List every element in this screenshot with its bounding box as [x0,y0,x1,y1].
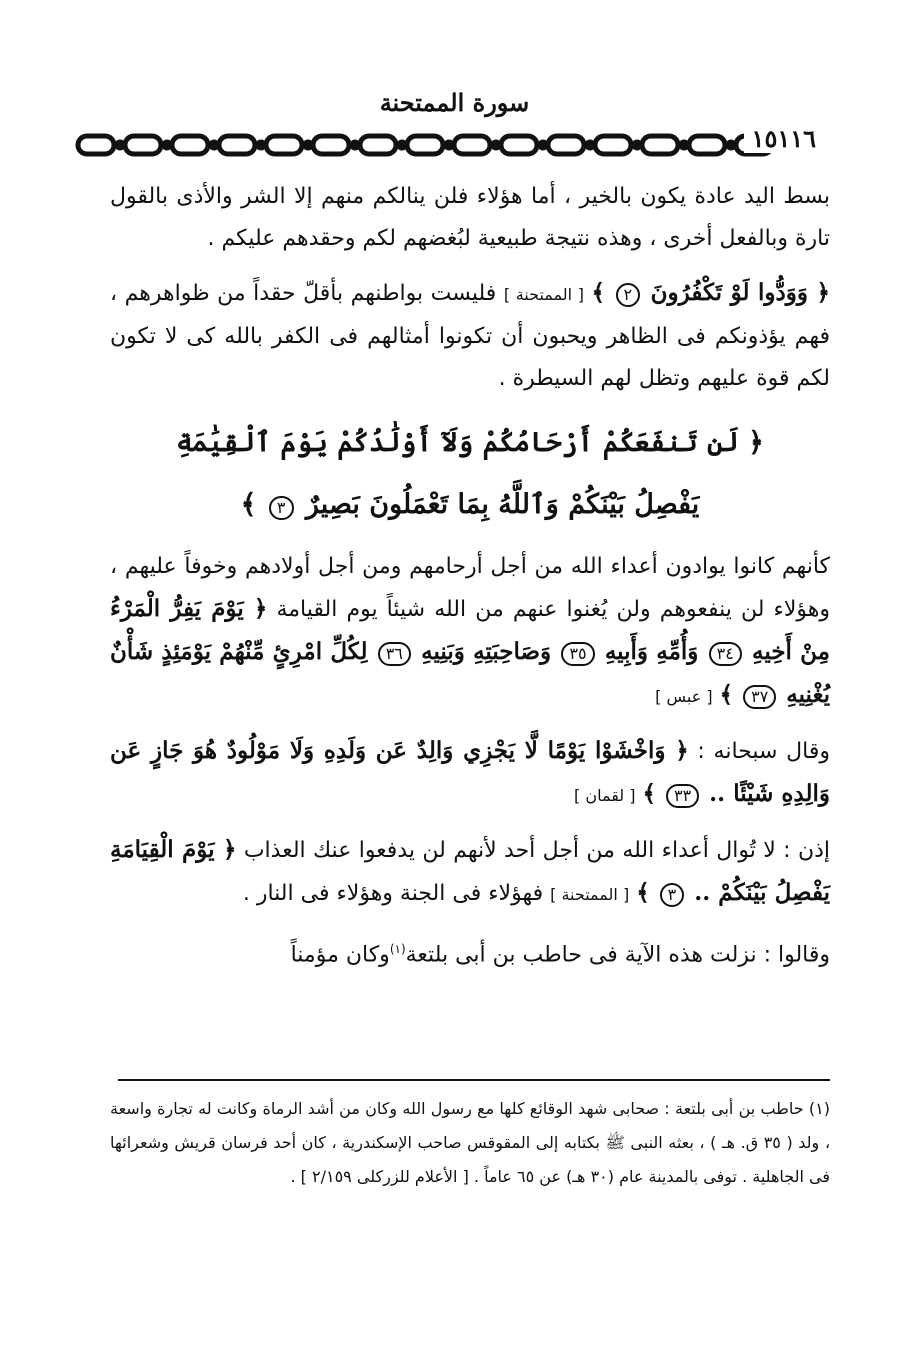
chain-link [689,136,725,154]
chain-bead [634,142,640,148]
verse-number: ٣٥ [561,642,594,666]
quran-quote: ﴿ يَوْمَ يَفِرُّ الْمَرْءُ مِنْ أَخِيهِ [110,595,830,665]
chain-link [78,136,114,154]
paragraph-text: إذن : لا تُوال أعداء الله من أجل أحد لأنهم لن يدفعوا عنك العذاب [243,838,831,863]
verse-line-2 [110,474,830,536]
quote-close: ﴾ [642,780,656,807]
verse-number: ٣٣ [666,784,699,808]
quote-close: ﴾ [719,681,734,708]
chain-link [125,136,161,154]
chain-bead [587,142,593,148]
verse-number: ٢ [616,283,641,307]
surah-reference: [ عبس ] [655,687,713,706]
paragraph-text: وكان مؤمناً [290,942,390,968]
quran-quote: لِكُلِّ امْرِئٍ مِّنْهُمْ يَوْمَئِذٍ شَأْنٌ يُغْنِيهِ [110,638,830,708]
paragraph-text: كأنهم كانوا يوادون أعداء الله من أجل أرحامهم ومن أجل أولادهم وخوفاً عليهم ، وهؤلاء لن ينفعوهم ولن يُغنوا عنهم من الله شيئاً يوم القيامة [110,554,831,622]
chain-link [407,136,443,154]
paragraph-text: وقالوا : نزلت هذه الآية فى حاطب بن أبى بلتعة [405,942,830,968]
verse-text: يَفْصِلُ بَيْنَكُمْ وَٱللَّهُ بِمَا تَعْمَلُونَ بَصِيرٌ [305,489,700,520]
chain-bead [540,142,546,148]
page-number: ١٥١١٦ [744,124,824,153]
quote-close: ﴾ [240,489,257,520]
verse-line-1: ﴿ لَن تَنفَعَكُمْ أَرْحَامُكُمْ وَلَآ أَوْلَٰدُكُمْ يَوْمَ ٱلْقِيَٰمَةِ [176,427,764,458]
footnote-divider [118,1079,830,1081]
quran-quote: وَأُمِّهِ وَأَبِيهِ [604,638,699,665]
chain-bead [493,142,499,148]
surah-reference: [ الممتحنة ] [550,885,630,904]
chain-bead [681,142,687,148]
quote-close: ﴾ [591,279,605,306]
paragraph-3 [110,546,830,718]
chain-bead [728,142,734,148]
chain-bead [117,142,123,148]
paragraph-6 [110,928,830,976]
chain-link [595,136,631,154]
chain-bead [352,142,358,148]
chain-bead [446,142,452,148]
verse-number: ٣٦ [378,642,411,666]
chain-link [219,136,255,154]
footnote-marker: (١) [389,942,406,956]
verse-number: ٣ [269,496,294,520]
chain-bead [211,142,217,148]
chain-bead [305,142,311,148]
verse-block [110,412,830,536]
chain-link [454,136,490,154]
paragraph-text: وقال سبحانه : [697,739,831,764]
chain-bead [258,142,264,148]
chain-link [360,136,396,154]
quran-quote: وَصَاحِبَتِهِ وَبَنِيهِ [421,638,552,665]
surah-reference: [ لقمان ] [574,786,636,805]
paragraph-text: فهؤلاء فى الجنة وهؤلاء فى النار . [242,881,544,906]
chain-link [548,136,584,154]
verse-number: ٣٤ [709,642,742,666]
chain-link [313,136,349,154]
quran-quote: ﴿ وَاخْشَوْا يَوْمًا لَّا يَجْزِي وَالِدٌ عَن وَلَدِهِ وَلَا مَوْلُودٌ هُوَ جَازٍ عَن وَالِدِهِ شَيْئًا .. [110,737,830,807]
paragraph-5 [110,829,830,916]
surah-reference: [ الممتحنة ] [503,285,584,304]
verse-number: ٣ [660,883,685,907]
verse-number: ٣٧ [743,685,776,709]
paragraph-1: بسط اليد عادة يكون بالخير ، أما هؤلاء فلن ينالكم منهم إلا الشر والأذى بالقول تارة وبالفعل أخرى ، وهذه نتيجة طبيعية لبُغضهم لكم وحقدهم عليكم . [110,184,830,251]
surah-title: سورة الممتحنة [379,88,530,117]
chain-bead [164,142,170,148]
footnote: (١) حاطب بن أبى بلتعة : صحابى شهد الوقائع كلها مع رسول الله وكان من أشد الرماة وكانت له تجارة واسعة ، ولد ( ٣٥ ق. هـ ) ، بعثه النبى ﷺ بكتابه إلى المقوقس صاحب الإسكندرية ، كان أحد فرسان قريش وشعرائها فى الجاهلية . توفى بالمدينة عام (٣٠ هـ) عن ٦٥ عاماً . [ الأعلام للزركلى ٢/١٥٩ ] . [110,1099,830,1186]
quote-close: ﴾ [636,879,650,906]
paragraph-2 [110,272,830,400]
chain-link [172,136,208,154]
chain-ornament [70,126,840,164]
chain-link [266,136,302,154]
chain-link [501,136,537,154]
paragraph-text: فليست بواطنهم بأقلّ حقداً من ظواهرهم ، فهم يؤذونكم فى الظاهر ويحبون أن تكونوا أمثالهم فى الكفر بالله كى لا تكون لكم قوة عليهم وتظل لهم السيطرة . [110,281,830,391]
chain-bead [399,142,405,148]
chain-link [642,136,678,154]
quran-quote: ﴿ وَوَدُّوا لَوْ تَكْفُرُونَ [650,279,830,306]
paragraph-4 [110,730,830,817]
main-text [110,176,830,988]
quran-quote: ﴿ يَوْمَ الْقِيَامَةِ يَفْصِلُ بَيْنَكُمْ .. [110,836,830,906]
